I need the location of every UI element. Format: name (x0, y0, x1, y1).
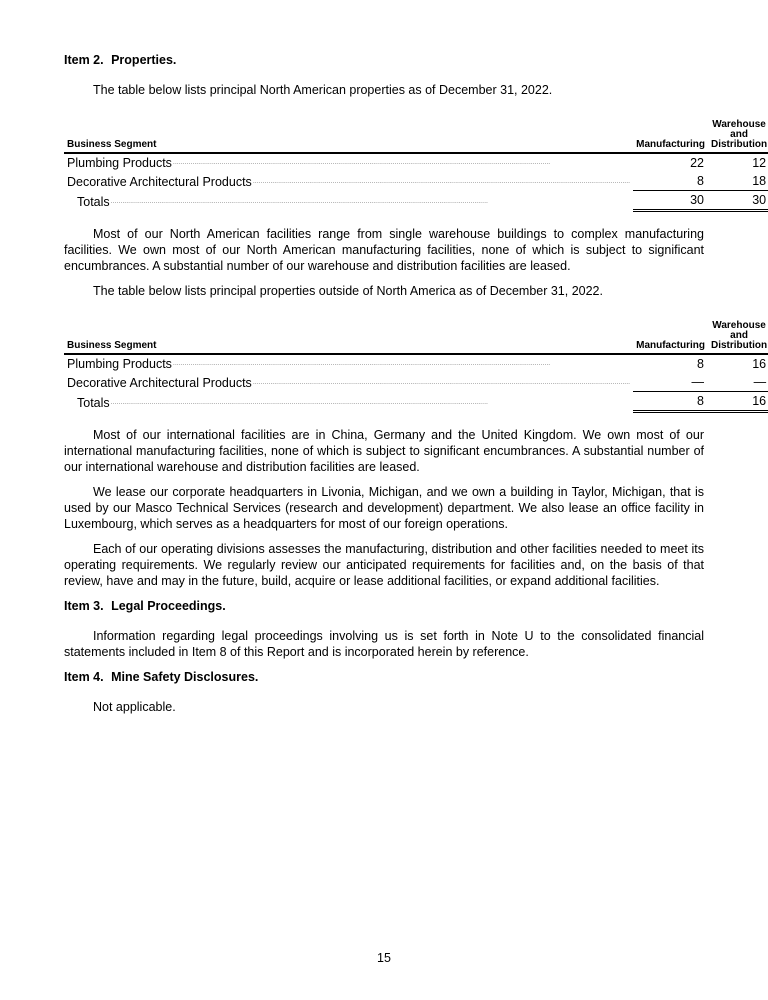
mine-safety-paragraph: Not applicable. (93, 700, 176, 714)
totals-label: Totals (67, 395, 111, 411)
page-number: 15 (377, 951, 391, 965)
total-manufacturing: 30 (633, 191, 708, 212)
table-header-row (64, 120, 768, 154)
item-3-title: Legal Proceedings. (111, 599, 226, 613)
item-2-number: Item 2. (64, 53, 104, 67)
item-2-heading (64, 52, 704, 68)
table-row (64, 373, 768, 392)
international-paragraph: Most of our international facilities are in China, Germany and the United Kingdom. We own most of our international manufacturing facilities, none of which is subject to significant encumbrances. A substantial number of our international warehouse and distribution facilities are leased. (64, 428, 704, 474)
row-segment: Decorative Architectural Products (67, 174, 252, 189)
row-manufacturing: 8 (633, 172, 708, 191)
header-warehouse-distribution: Warehouse and Distribution (708, 321, 768, 355)
row-warehouse: 18 (708, 172, 768, 191)
totals-row (64, 191, 768, 212)
dot-leader: .................................................................................................................................................................................................. (110, 398, 488, 406)
dot-leader: .................................................................................................................................................................................................. (110, 197, 488, 205)
north-america-paragraph: Most of our North American facilities range from single warehouse buildings to complex manufacturing facilities. We own most of our North American manufacturing facilities, none of which is subject to significant encumbrances. A substantial number of our warehouse and distribution facilities are leased. (64, 227, 704, 273)
row-manufacturing: 8 (697, 357, 704, 371)
table-row (64, 172, 768, 191)
row-manufacturing: — (633, 373, 708, 392)
item-4-number: Item 4. (64, 670, 104, 684)
legal-proceedings-paragraph: Information regarding legal proceedings involving us is set forth in Note U to the consolidated financial statements included in Item 8 of this Report and is incorporated herein by reference. (64, 629, 704, 659)
totals-label: Totals (67, 194, 111, 210)
item-3-number: Item 3. (64, 599, 104, 613)
row-warehouse: 16 (752, 357, 767, 371)
international-intro: The table below lists principal properties outside of North America as of December 31, 2022. (93, 284, 603, 298)
row-warehouse: 12 (752, 156, 767, 170)
total-warehouse: 16 (708, 392, 768, 413)
table-row (64, 154, 768, 172)
item-2-title: Properties. (111, 53, 177, 67)
international-properties-table (64, 321, 768, 413)
headquarters-paragraph: We lease our corporate headquarters in Livonia, Michigan, and we own a building in Taylor, Michigan, that is used by our Masco Technical Services (research and development) department. We also lease an office facility in Luxembourg, which serves as a headquarters for most of our foreign operations. (64, 485, 704, 531)
total-manufacturing: 8 (633, 392, 708, 413)
table-header-row (64, 321, 768, 355)
north-america-intro: The table below lists principal North American properties as of December 31, 2022. (93, 83, 553, 97)
row-segment: Plumbing Products (67, 357, 172, 371)
totals-row (64, 392, 768, 413)
north-america-properties-table (64, 120, 768, 212)
dot-leader: .................................................................................................................................................................................................. (172, 159, 551, 166)
facilities-review-paragraph: Each of our operating divisions assesses the manufacturing, distribution and other facilities needed to meet its operating requirements. We regularly review our anticipated requirements for facilities and, on the basis of that review, have and may in the future, build, acquire or lease additional facilities, or expand additional facilities. (64, 542, 704, 588)
row-manufacturing: 22 (690, 156, 704, 170)
row-segment: Plumbing Products (67, 156, 172, 170)
header-manufacturing: Manufacturing (633, 321, 708, 355)
dot-leader: .................................................................................................................................................................................................. (252, 177, 631, 185)
dot-leader: .................................................................................................................................................................................................. (252, 378, 631, 386)
item-4-title: Mine Safety Disclosures. (111, 670, 259, 684)
header-warehouse-distribution: Warehouse and Distribution (708, 120, 768, 154)
document-page (64, 52, 768, 724)
row-segment: Decorative Architectural Products (67, 375, 252, 390)
table-row (64, 355, 768, 373)
item-4-heading (64, 669, 704, 685)
dot-leader: .................................................................................................................................................................................................. (172, 360, 551, 367)
header-business-segment: Business Segment (64, 321, 633, 355)
header-business-segment: Business Segment (64, 120, 633, 154)
header-manufacturing: Manufacturing (633, 120, 708, 154)
item-3-heading (64, 598, 704, 614)
row-warehouse: — (708, 373, 768, 392)
total-warehouse: 30 (708, 191, 768, 212)
